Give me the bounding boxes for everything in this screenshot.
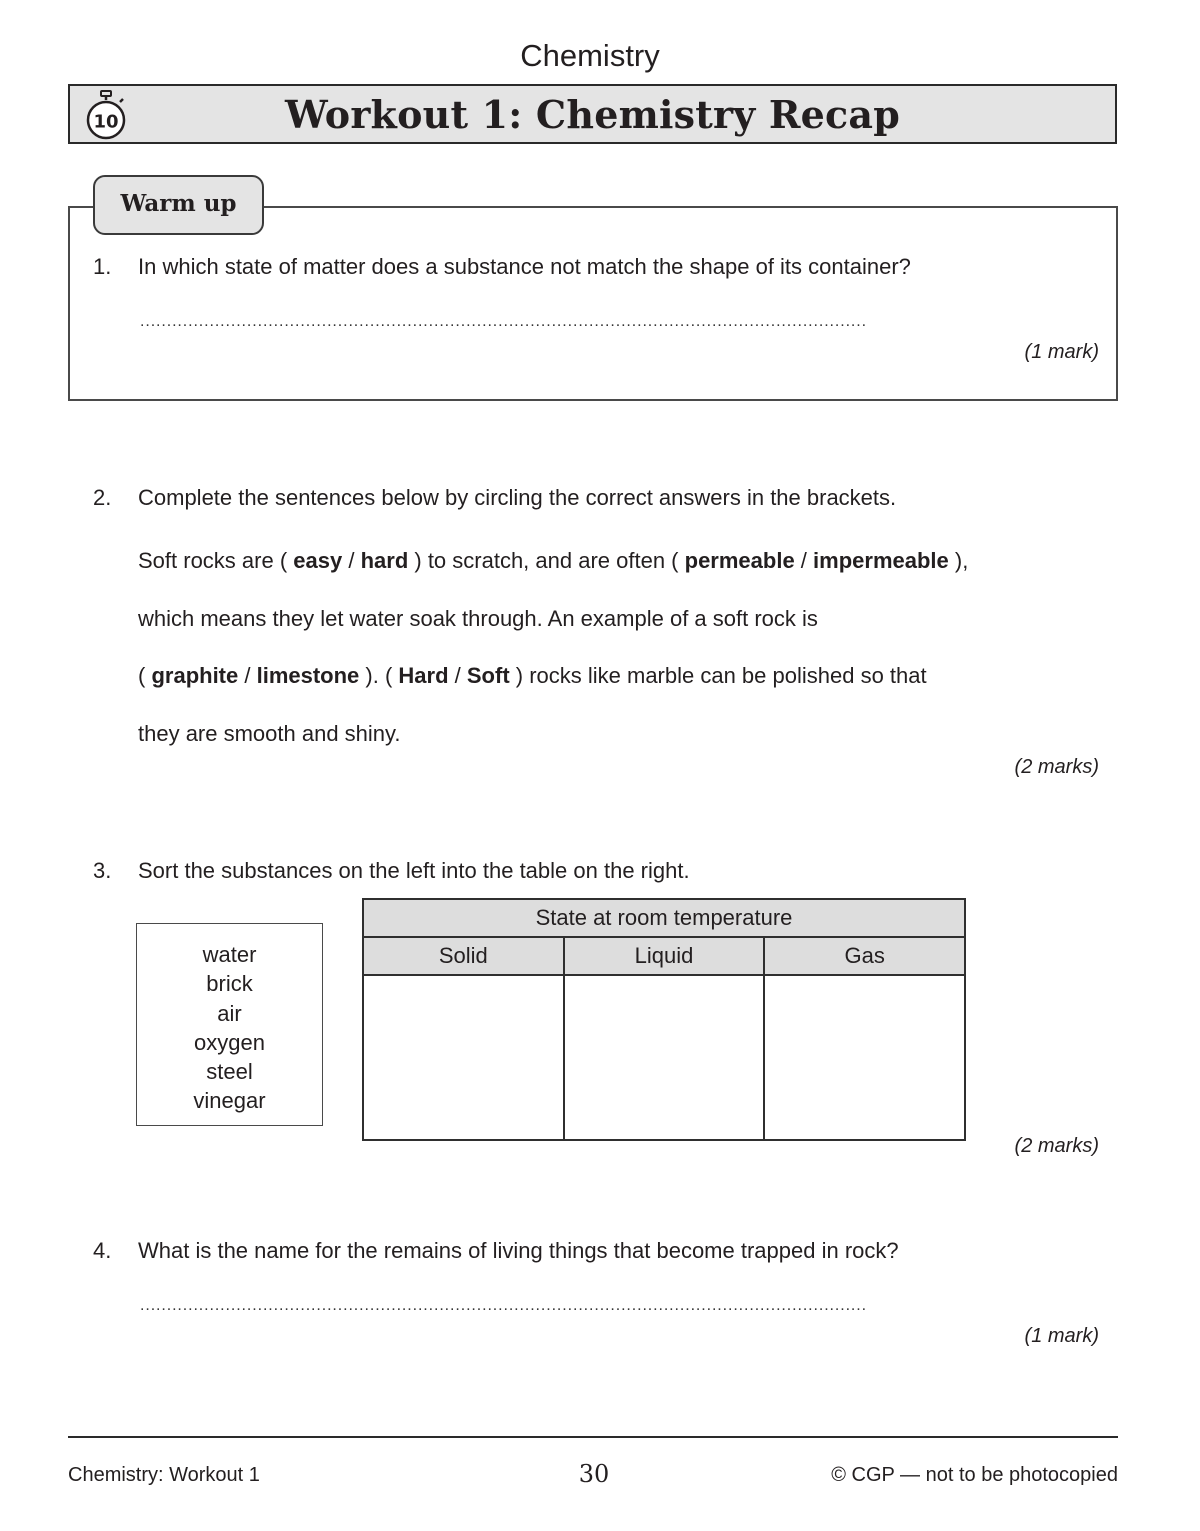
footer-section-label: Chemistry: Workout 1 bbox=[68, 1464, 260, 1486]
warm-up-label: Warm up bbox=[120, 190, 237, 217]
option-hard[interactable]: hard bbox=[360, 548, 409, 573]
q4-text: What is the name for the remains of living things that become trapped in rock? bbox=[138, 1238, 899, 1263]
substances-box bbox=[136, 923, 323, 1126]
substance-item: water bbox=[202, 942, 257, 967]
q2-marks: (2 marks) bbox=[1014, 756, 1099, 778]
q3-text: Sort the substances on the left into the table on the right. bbox=[138, 858, 690, 883]
liquid-answer-cell[interactable] bbox=[564, 975, 765, 1140]
solid-answer-cell[interactable] bbox=[363, 975, 564, 1140]
q3-marks: (2 marks) bbox=[1014, 1135, 1099, 1157]
gas-answer-cell[interactable] bbox=[764, 975, 965, 1140]
q1-marks: (1 mark) bbox=[1024, 341, 1099, 363]
q2-number: 2. bbox=[93, 485, 112, 510]
substance-item: vinegar bbox=[193, 1088, 266, 1114]
column-solid: Solid bbox=[363, 937, 564, 975]
option-hard-rock[interactable]: Hard bbox=[398, 663, 449, 688]
q2-line-1: Soft rocks are ( easy / hard ) to scratch, and are often ( permeable / impermeable ), bbox=[138, 548, 969, 573]
warm-up-tab bbox=[93, 175, 264, 235]
workout-title-bar bbox=[68, 84, 1117, 144]
option-permeable[interactable]: permeable bbox=[684, 548, 795, 573]
warm-up-box bbox=[68, 206, 1118, 401]
option-soft-rock[interactable]: Soft bbox=[466, 663, 510, 688]
q1-answer-line[interactable]: ........................................................................................................................................ bbox=[140, 313, 867, 330]
option-impermeable[interactable]: impermeable bbox=[813, 548, 949, 573]
option-easy[interactable]: easy bbox=[293, 548, 343, 573]
subject-heading: Chemistry bbox=[520, 38, 660, 73]
q1-text: In which state of matter does a substance not match the shape of its container? bbox=[138, 254, 911, 279]
q4-answer-line[interactable]: ........................................................................................................................................ bbox=[140, 1297, 867, 1314]
timer-minutes: 10 bbox=[93, 111, 119, 133]
column-liquid: Liquid bbox=[564, 937, 765, 975]
footer-divider bbox=[68, 1436, 1118, 1438]
q4-number: 4. bbox=[93, 1238, 112, 1263]
q2-line-4: they are smooth and shiny. bbox=[138, 721, 401, 746]
q2-line-2: which means they let water soak through. An example of a soft rock is bbox=[138, 606, 818, 631]
q2-text: Complete the sentences below by circling the correct answers in the brackets. bbox=[138, 485, 897, 510]
substance-item: brick bbox=[206, 971, 253, 997]
workout-title: Workout 1: Chemistry Recap bbox=[285, 92, 900, 137]
substance-item: steel bbox=[206, 1059, 253, 1085]
page-number: 30 bbox=[578, 1460, 610, 1488]
q1-number: 1. bbox=[93, 254, 112, 279]
substance-item: oxygen bbox=[194, 1029, 265, 1055]
states-table bbox=[362, 898, 966, 1141]
option-limestone[interactable]: limestone bbox=[256, 663, 360, 688]
copyright-notice: © CGP — not to be photocopied bbox=[831, 1464, 1118, 1486]
q2-line-3: ( graphite / limestone ). ( Hard / Soft ) rocks like marble can be polished so that bbox=[138, 663, 927, 688]
substance-item: air bbox=[217, 1000, 242, 1026]
q3-number: 3. bbox=[93, 858, 112, 883]
column-gas: Gas bbox=[764, 937, 965, 975]
option-graphite[interactable]: graphite bbox=[151, 663, 239, 688]
table-title: State at room temperature bbox=[363, 899, 965, 937]
q4-marks: (1 mark) bbox=[1024, 1325, 1099, 1347]
